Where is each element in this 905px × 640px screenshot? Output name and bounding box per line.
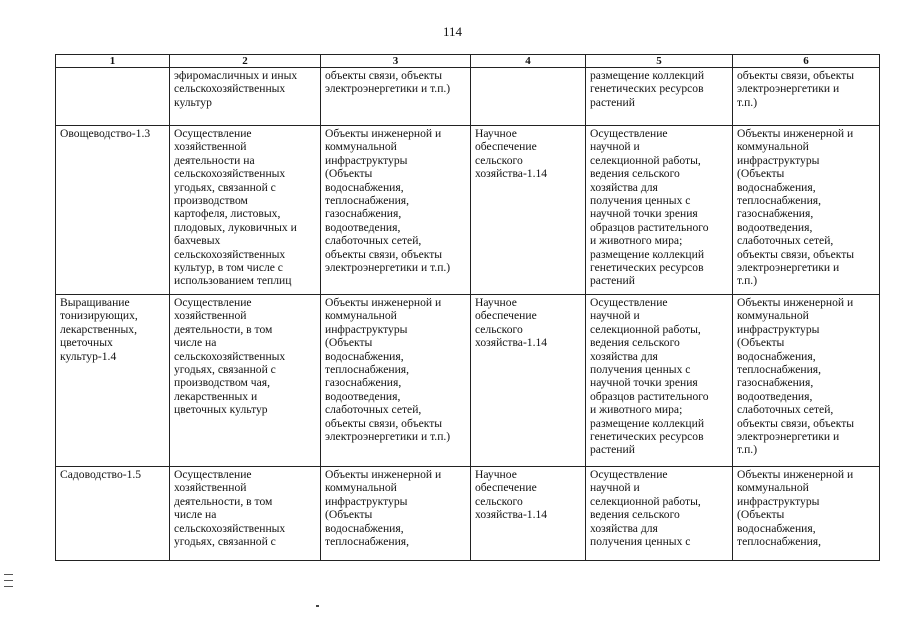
table-cell (56, 68, 170, 126)
table-cell: Научное обеспечение сельского хозяйства-1.14 (471, 126, 586, 295)
table-cell: Объекты инженерной и коммунальной инфраструктуры (Объекты водоснабжения, теплоснабжения, газоснабжения, водоотведения, слаботочных сетей, объекты связи, объекты электроэнергетики и т.п.) (733, 126, 880, 295)
table-cell: Научное обеспечение сельского хозяйства-1.14 (471, 467, 586, 561)
table-cell: Объекты инженерной и коммунальной инфраструктуры (Объекты водоснабжения, теплоснабжения, (321, 467, 471, 561)
document-table (55, 54, 880, 561)
column-header-6: 6 (733, 55, 880, 68)
table-cell: Осуществление научной и селекционной работы, ведения сельского хозяйства для получения ценных с научной точки зрения образцов растительного и животного мира; размещение коллекций генетических ресурсов растений (586, 295, 733, 467)
table-cell: Объекты инженерной и коммунальной инфраструктуры (Объекты водоснабжения, теплоснабжения, газоснабжения, водоотведения, слаботочных сетей, объекты связи, объекты электроэнергетики и т.п.) (321, 295, 471, 467)
table-cell: объекты связи, объекты электроэнергетики и т.п.) (321, 68, 471, 126)
table-cell: Объекты инженерной и коммунальной инфраструктуры (Объекты водоснабжения, теплоснабжения, газоснабжения, водоотведения, слаботочных сетей, объекты связи, объекты электроэнергетики и т.п.) (321, 126, 471, 295)
column-header-2: 2 (170, 55, 321, 68)
table-row (56, 467, 880, 561)
table-cell: Осуществление хозяйственной деятельности на сельскохозяйственных угодьях, связанной с производством картофеля, листовых, плодовых, луковичных и бахчевых сельскохозяйственных культур, в том числе с использованием теплиц (170, 126, 321, 295)
table-header-row (56, 55, 880, 68)
table-row (56, 68, 880, 126)
table-cell: Овощеводство-1.3 (56, 126, 170, 295)
table-cell: Осуществление научной и селекционной работы, ведения сельского хозяйства для получения ценных с научной точки зрения образцов растительного и животного мира; размещение коллекций генетических ресурсов растений (586, 126, 733, 295)
column-header-1: 1 (56, 55, 170, 68)
table-cell: объекты связи, объекты электроэнергетики и т.п.) (733, 68, 880, 126)
table-cell: Осуществление хозяйственной деятельности, в том числе на сельскохозяйственных угодьях, связанной с производством чая, лекарственных и цветочных культур (170, 295, 321, 467)
table-cell: Осуществление хозяйственной деятельности, в том числе на сельскохозяйственных угодьях, связанной с (170, 467, 321, 561)
column-header-4: 4 (471, 55, 586, 68)
margin-mark (4, 586, 13, 587)
table-cell: эфиромасличных и иных сельскохозяйственных культур (170, 68, 321, 126)
margin-mark (4, 580, 13, 581)
table-cell: Объекты инженерной и коммунальной инфраструктуры (Объекты водоснабжения, теплоснабжения, газоснабжения, водоотведения, слаботочных сетей, объекты связи, объекты электроэнергетики и т.п.) (733, 295, 880, 467)
table-cell: Осуществление научной и селекционной работы, ведения сельского хозяйства для получения ценных с (586, 467, 733, 561)
table-cell: Садоводство-1.5 (56, 467, 170, 561)
margin-mark (4, 574, 13, 575)
column-header-3: 3 (321, 55, 471, 68)
table-row (56, 126, 880, 295)
table-cell: Объекты инженерной и коммунальной инфраструктуры (Объекты водоснабжения, теплоснабжения, (733, 467, 880, 561)
table-cell (471, 68, 586, 126)
page-number: 114 (442, 24, 463, 39)
column-header-5: 5 (586, 55, 733, 68)
table-cell: Выращивание тонизирующих, лекарственных, цветочных культур-1.4 (56, 295, 170, 467)
table-cell: размещение коллекций генетических ресурсов растений (586, 68, 733, 126)
table-cell: Научное обеспечение сельского хозяйства-1.14 (471, 295, 586, 467)
table-row (56, 295, 880, 467)
scan-speck (316, 605, 319, 607)
